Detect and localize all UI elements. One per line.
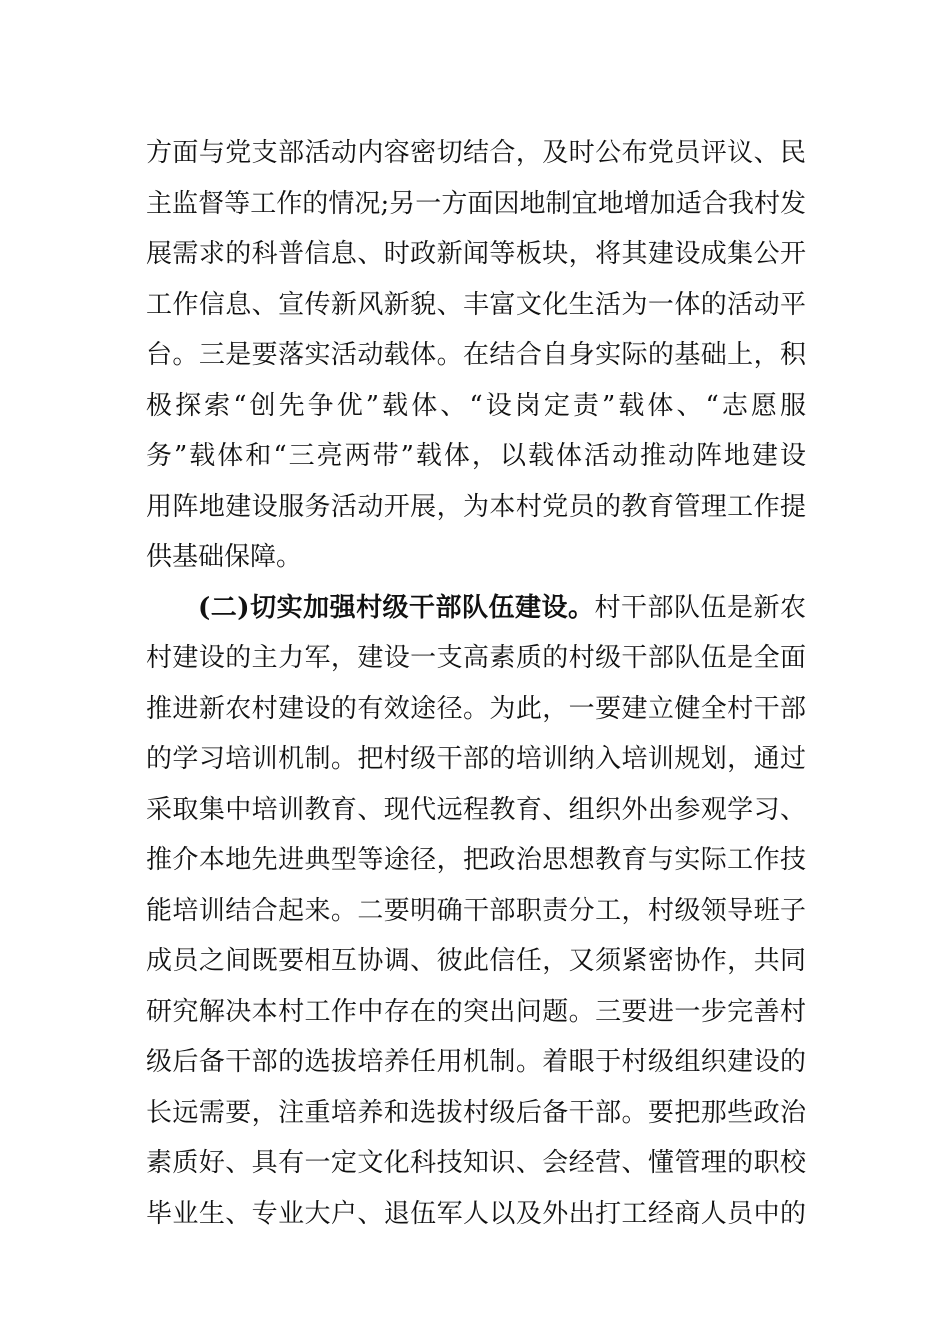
text-line: 方面与党支部活动内容密切结合，及时公布党员评议、民 [146,138,806,168]
text-line: 村建设的主力军，建设一支高素质的村级干部队伍是全面 [146,643,806,673]
text-line: 长远需要，注重培养和选拔村级后备干部。要把那些政治 [146,1097,806,1128]
text-line: 采取集中培训教育、现代远程教育、组织外出参观学习、 [146,794,806,825]
text-line: 用阵地建设服务活动开展，为本村党员的教育管理工作提 [146,491,806,522]
text-line: 工作信息、宣传新风新貌、丰富文化生活为一体的活动平 [146,289,806,320]
text-line: 研究解决本村工作中存在的突出问题。三要进一步完善村 [146,996,806,1027]
text-line: 台。三是要落实活动载体。在结合自身实际的基础上，积 [146,340,806,370]
text-line: 能培训结合起来。二要明确干部职责分工，村级领导班子 [146,895,806,926]
section-first-line [146,583,806,634]
body-text [146,128,806,1239]
text-line: 展需求的科普信息、时政新闻等板块，将其建设成集公开 [146,239,806,269]
section-first-line-text: 村干部队伍是新农 [594,592,806,623]
text-line: 主监督等工作的情况;另一方面因地制宜地增加适合我村发 [146,188,806,219]
text-line: 推介本地先进典型等途径，把政治思想教育与实际工作技 [146,845,806,875]
text-line: 毕业生、专业大户、退伍军人以及外出打工经商人员中的 [146,1198,806,1229]
text-line: 极探索“创先争优”载体、“设岗定责”载体、“志愿服 [146,390,806,421]
text-line: 级后备干部的选拔培养任用机制。着眼于村级组织建设的 [146,1047,806,1077]
text-line: 成员之间既要相互协调、彼此信任，又须紧密协作，共同 [146,946,806,976]
section-heading: (二)切实加强村级干部队伍建设。 [198,592,595,623]
text-line: 的学习培训机制。把村级干部的培训纳入培训规划，通过 [146,744,806,774]
text-line: 推进新农村建设的有效途径。为此，一要建立健全村干部 [146,693,806,724]
text-line: 务”载体和“三亮两带”载体，以载体活动推动阵地建设 [146,441,806,471]
text-line: 素质好、具有一定文化科技知识、会经营、懂管理的职校 [146,1148,806,1178]
text-line: 供基础保障。 [146,542,303,572]
